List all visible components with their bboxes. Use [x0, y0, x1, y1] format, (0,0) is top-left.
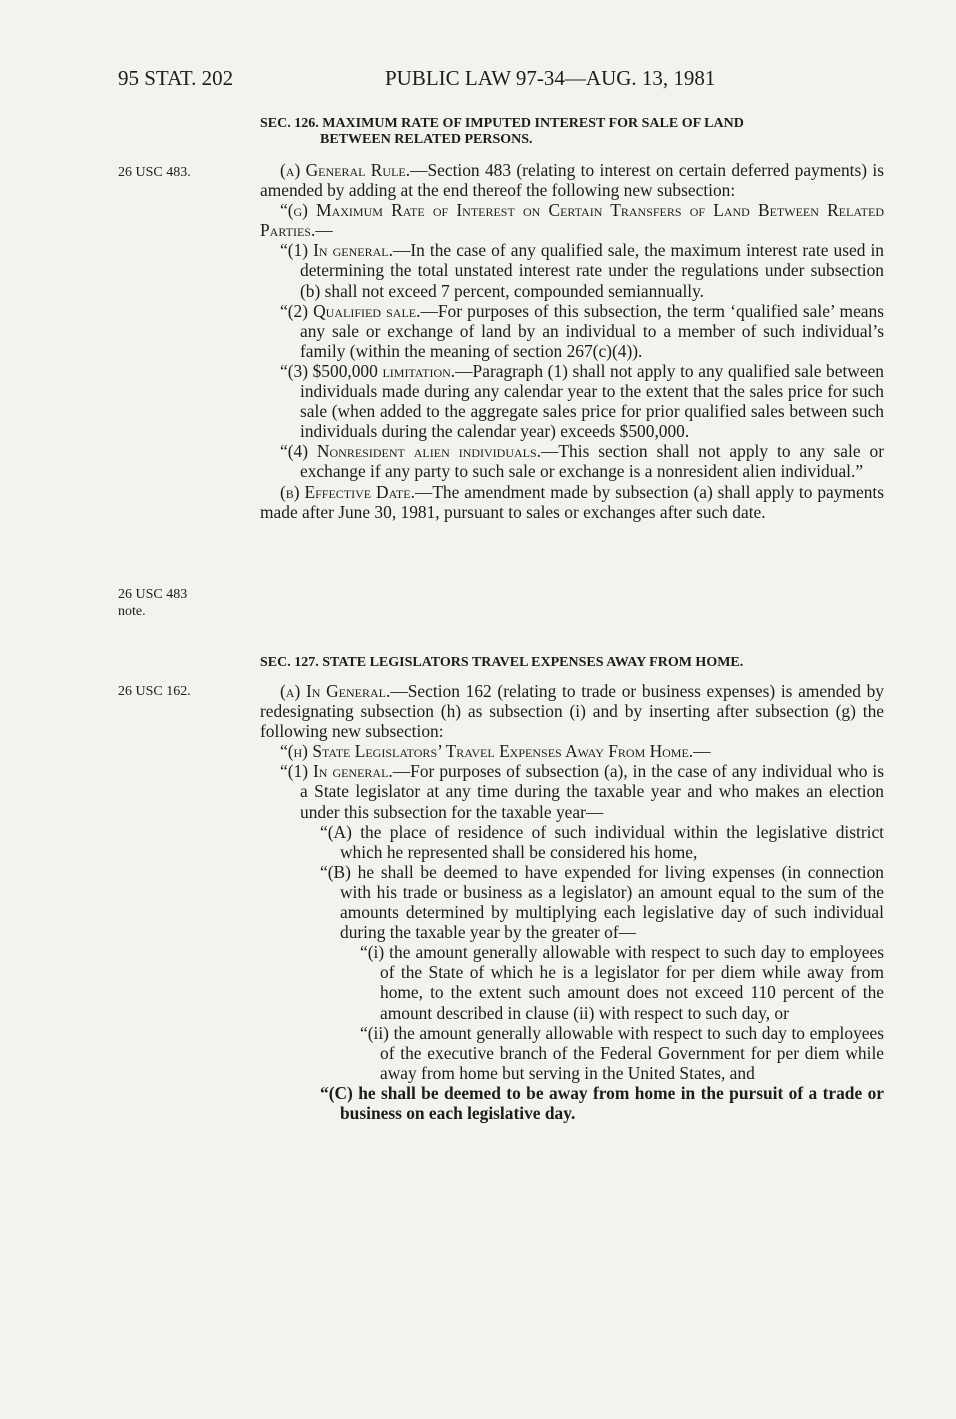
paragraph-text: —In the case of any qualified sale, the maximum interest rate used in determining the total unstated interest rate under the regulations under subsection (b) shall not exceed 7 percent, compounded semiannually.: [300, 240, 884, 301]
margin-note-usc-483: 26 USC 483.: [118, 165, 191, 180]
subsection-text: —Section 483 (relating to interest on certain deferred payments) is amended by adding at the end thereof the following new subsection:: [260, 160, 884, 201]
paragraph-label: “(4) Nonresident alien individuals.: [280, 441, 542, 462]
paragraph-label: “(2) Qualified sale.: [280, 300, 421, 321]
sec-127-subparagraph-C: “(C) he shall be deemed to be away from home in the pursuit of a trade or business on each legislative day.: [320, 1082, 884, 1123]
sec-127-subparagraph-A: “(A) the place of residence of such individual within the legislative district which he represented shall be considered his home,: [320, 821, 884, 862]
paragraph-text: —Paragraph (1) shall not apply to any qualified sale between individuals made during any calendar year to the extent that the sales price for such sale (when added to the aggregate sales price for prior qualified sales between such individuals during the calendar year) exceeds $500,000.: [300, 360, 884, 442]
subsection-text: —Section 162 (relating to trade or business expenses) is amended by redesignating subsection (h) as subsection (i) and by inserting after subsection (g) the following new subsection:: [260, 681, 884, 742]
sec-127-subsection-h-heading: “(h) State Legislators’ Travel Expenses Away From Home.—: [280, 741, 711, 762]
sec-126-heading: [260, 116, 884, 148]
sec-127-paragraph-1: [260, 761, 884, 821]
subsection-label: (a) In General.: [280, 681, 391, 701]
sec-127-subsection-a: [260, 681, 884, 741]
sec-126-subsection-b: [260, 482, 884, 522]
sec-127-body: [260, 681, 884, 1123]
paragraph-label: “(1) In general.: [280, 240, 393, 261]
sec-127-subparagraph-B: “(B) he shall be deemed to have expended for living expenses (in connection with his trade or business as a legislator) an amount equal to the sum of the amounts determined by multiplying each legislative day of such individual during the taxable year by the greater of—: [320, 861, 884, 943]
sec-126-paragraph-2: [260, 301, 884, 361]
header-stat-citation: 95 STAT. 202: [118, 66, 234, 90]
subsection-label: (b) Effective Date.: [280, 481, 415, 502]
paragraph-label: “(3) $500,000 limitation.: [280, 360, 456, 381]
sec-126-heading-line1: SEC. 126. MAXIMUM RATE OF IMPUTED INTEREST FOR SALE OF LAND: [260, 116, 744, 131]
margin-note-line: 26 USC 483: [118, 587, 188, 602]
sec-126-subsection-g-heading: “(g) Maximum Rate of Interest on Certain Transfers of Land Between Related Parties.—: [260, 200, 884, 241]
sec-127-clause-ii: “(ii) the amount generally allowable with respect to such day to employees of the executive branch of the Federal Government for per diem while away from home but serving in the United States, and: [360, 1022, 884, 1083]
paragraph-text: —This section shall not apply to any sale or exchange if any party to such sale or exchange is a nonresident alien individual.”: [300, 441, 884, 482]
paragraph-label: “(1) In general.: [280, 761, 393, 782]
sec-126-body: [260, 160, 884, 522]
paragraph-text: —For purposes of this subsection, the term ‘qualified sale’ means any sale or exchange of land by an individual to a member of such individual’s family (within the meaning of section 267(c)(4)).: [300, 300, 884, 361]
subsection-text: —The amendment made by subsection (a) shall apply to payments made after June 30, 1981, pursuant to sales or exchanges after such date.: [260, 481, 884, 522]
sec-126-paragraph-3: [260, 361, 884, 441]
sec-126-subsection-a: [260, 160, 884, 200]
subsection-label: (a) General Rule.: [280, 160, 411, 180]
margin-note-usc-162: 26 USC 162.: [118, 684, 191, 699]
header-public-law: PUBLIC LAW 97-34—AUG. 13, 1981: [385, 66, 716, 90]
margin-note-line: note.: [118, 604, 146, 619]
paragraph-text: —For purposes of subsection (a), in the case of any individual who is a State legislator at any time during the taxable year and who makes an election under this subsection for the taxable year—: [300, 761, 884, 822]
sec-126-paragraph-4: [260, 441, 884, 481]
margin-note-usc-483-note: [118, 586, 187, 620]
sec-126-heading-line2: BETWEEN RELATED PERSONS.: [320, 132, 533, 147]
sec-126-paragraph-1: [260, 240, 884, 300]
sec-127-clause-i: “(i) the amount generally allowable with respect to such day to employees of the State of which he is a legislator for per diem while away from home, to the extent such amount does not exceed 110 percent of the amount described in clause (ii) with respect to such day, or: [360, 942, 884, 1023]
sec-127-heading: SEC. 127. STATE LEGISLATORS TRAVEL EXPENSES AWAY FROM HOME.: [260, 655, 744, 670]
